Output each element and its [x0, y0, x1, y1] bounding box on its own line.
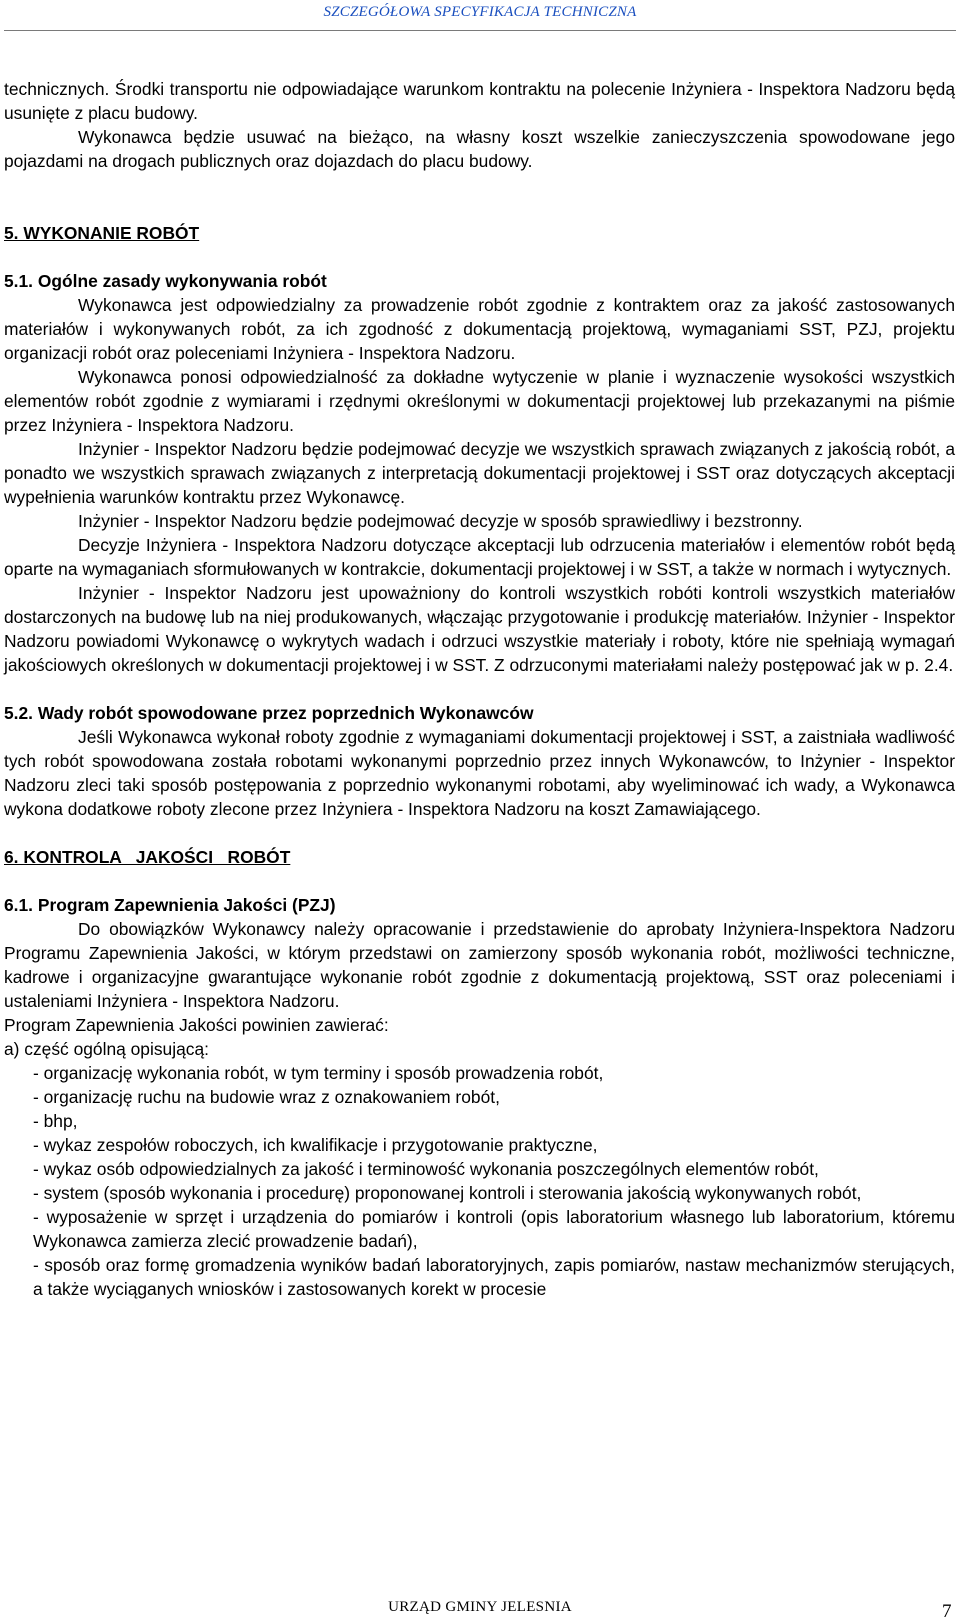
list-item: - system (sposób wykonania i procedurę) proponowanej kontroli i sterowania jakością wykonywanych robót, — [33, 1183, 862, 1203]
paragraph: technicznych. Środki transportu nie odpowiadające warunkom kontraktu na polecenie Inżyniera - Inspektora Nadzoru będą usunięte z placu budowy. — [4, 79, 955, 123]
list-item: - sposób oraz formę gromadzenia wyników badań laboratoryjnych, zapis pomiarów, nastaw mechanizmów sterujących, a także wyciąganych wniosków i zastosowanych korekt w procesie — [33, 1255, 955, 1299]
page-footer: URZĄD GMINY JELESNIA — [388, 1599, 572, 1615]
document-body — [4, 77, 955, 1301]
spacer — [4, 173, 955, 221]
spacer — [4, 677, 955, 701]
paragraph: Program Zapewnienia Jakości powinien zawierać: — [4, 1015, 389, 1035]
paragraph: Wykonawca jest odpowiedzialny za prowadzenie robót zgodnie z kontraktem oraz za jakość zastosowanych materiałów i wykonywanych robót, za ich zgodność z dokumentacją projektową, wymaganiami SST, PZJ, projektu organizacji robót oraz poleceniami Inżyniera - Inspektora Nadzoru. — [4, 295, 955, 363]
paragraph: Wykonawca ponosi odpowiedzialność za dokładne wytyczenie w planie i wyznaczenie wysokości wszystkich elementów robót zgodnie z wymiarami i rzędnymi określonymi w dokumentacji projektowej lub przekazanymi na piśmie przez Inżyniera - Inspektora Nadzoru. — [4, 367, 955, 435]
page-header: SZCZEGÓŁOWA SPECYFIKACJA TECHNICZNA — [323, 4, 637, 20]
subsection-heading-5-1: 5.1. Ogólne zasady wykonywania robót — [4, 271, 327, 291]
subsection-heading-6-1: 6.1. Program Zapewnienia Jakości (PZJ) — [4, 895, 336, 915]
page-number: 7 — [942, 1601, 952, 1622]
paragraph: Inżynier - Inspektor Nadzoru będzie podejmować decyzje w sposób sprawiedliwy i bezstronny. — [78, 511, 803, 531]
list-item: - organizację ruchu na budowie wraz z oznakowaniem robót, — [33, 1087, 500, 1107]
requirements-list — [4, 1061, 955, 1301]
list-item: - wyposażenie w sprzęt i urządzenia do pomiarów i kontroli (opis laboratorium własnego lub laboratorium, któremu Wykonawca zamierza zlecić prowadzenie badań), — [33, 1207, 955, 1251]
paragraph: Jeśli Wykonawca wykonał roboty zgodnie z wymaganiami dokumentacji projektowej i SST, a zaistniała wadliwość tych robót spowodowana została robotami wykonanymi poprzednio przez innych Wykonawców, to Inżynier - Inspektor Nadzoru zleci taki sposób postępowania z poprzednio wykonanymi robotami, aby wyeliminować ich wady, a Wykonawca wykona dodatkowe roboty zlecone przez Inżyniera - Inspektora Nadzoru na koszt Zamawiającego. — [4, 727, 955, 819]
paragraph: Inżynier - Inspektor Nadzoru będzie podejmować decyzje we wszystkich sprawach związanych z jakością robót, a ponadto we wszystkich sprawach związanych z interpretacją dokumentacji projektowej i SST oraz dotyczących akceptacji wypełnienia warunków kontraktu przez Wykonawcę. — [4, 439, 955, 507]
section-heading-5: 5. WYKONANIE ROBÓT — [4, 223, 200, 243]
spacer — [4, 245, 955, 269]
section-heading-6: 6. KONTROLA JAKOŚCI ROBÓT — [4, 847, 291, 867]
header-divider — [4, 30, 956, 31]
spacer — [4, 869, 955, 893]
paragraph: Do obowiązków Wykonawcy należy opracowanie i przedstawienie do aprobaty Inżyniera-Inspektora Nadzoru Programu Zapewnienia Jakości, w którym przedstawi on zamierzony sposób wykonania robót, możliwości techniczne, kadrowe i organizacyjne gwarantujące wykonanie robót zgodnie z dokumentacją projektową, SST oraz poleceniami i ustaleniami Inżyniera - Inspektora Nadzoru. — [4, 919, 955, 1011]
subsection-heading-5-2: 5.2. Wady robót spowodowane przez poprzednich Wykonawców — [4, 703, 534, 723]
paragraph: Decyzje Inżyniera - Inspektora Nadzoru dotyczące akceptacji lub odrzucenia materiałów i elementów robót będą oparte na wymaganiach sformułowanych w kontrakcie, dokumentacji projektowej i w SST, a także w normach i wytycznych. — [4, 535, 955, 579]
paragraph: Wykonawca będzie usuwać na bieżąco, na własny koszt wszelkie zanieczyszczenia spowodowane jego pojazdami na drogach publicznych oraz dojazdach do placu budowy. — [4, 127, 955, 171]
list-item: - wykaz osób odpowiedzialnych za jakość i terminowość wykonania poszczególnych elementów robót, — [33, 1159, 819, 1179]
spacer — [4, 821, 955, 845]
list-item: - wykaz zespołów roboczych, ich kwalifikacje i przygotowanie praktyczne, — [33, 1135, 598, 1155]
list-intro: a) część ogólną opisującą: — [4, 1039, 209, 1059]
paragraph: Inżynier - Inspektor Nadzoru jest upoważniony do kontroli wszystkich robóti kontroli wszystkich materiałów dostarczonych na budowę lub na niej produkowanych, włączając przygotowanie i produkcję materiałów. Inżynier - Inspektor Nadzoru powiadomi Wykonawcę o wykrytych wadach i odrzuci wszystkie materiały i roboty, które nie spełniają wymagań jakościowych określonych w dokumentacji projektowej i w SST. Z odrzuconymi materiałami należy postępować jak w p. 2.4. — [4, 583, 955, 675]
list-item: - organizację wykonania robót, w tym terminy i sposób prowadzenia robót, — [33, 1063, 604, 1083]
list-item: - bhp, — [33, 1111, 78, 1131]
